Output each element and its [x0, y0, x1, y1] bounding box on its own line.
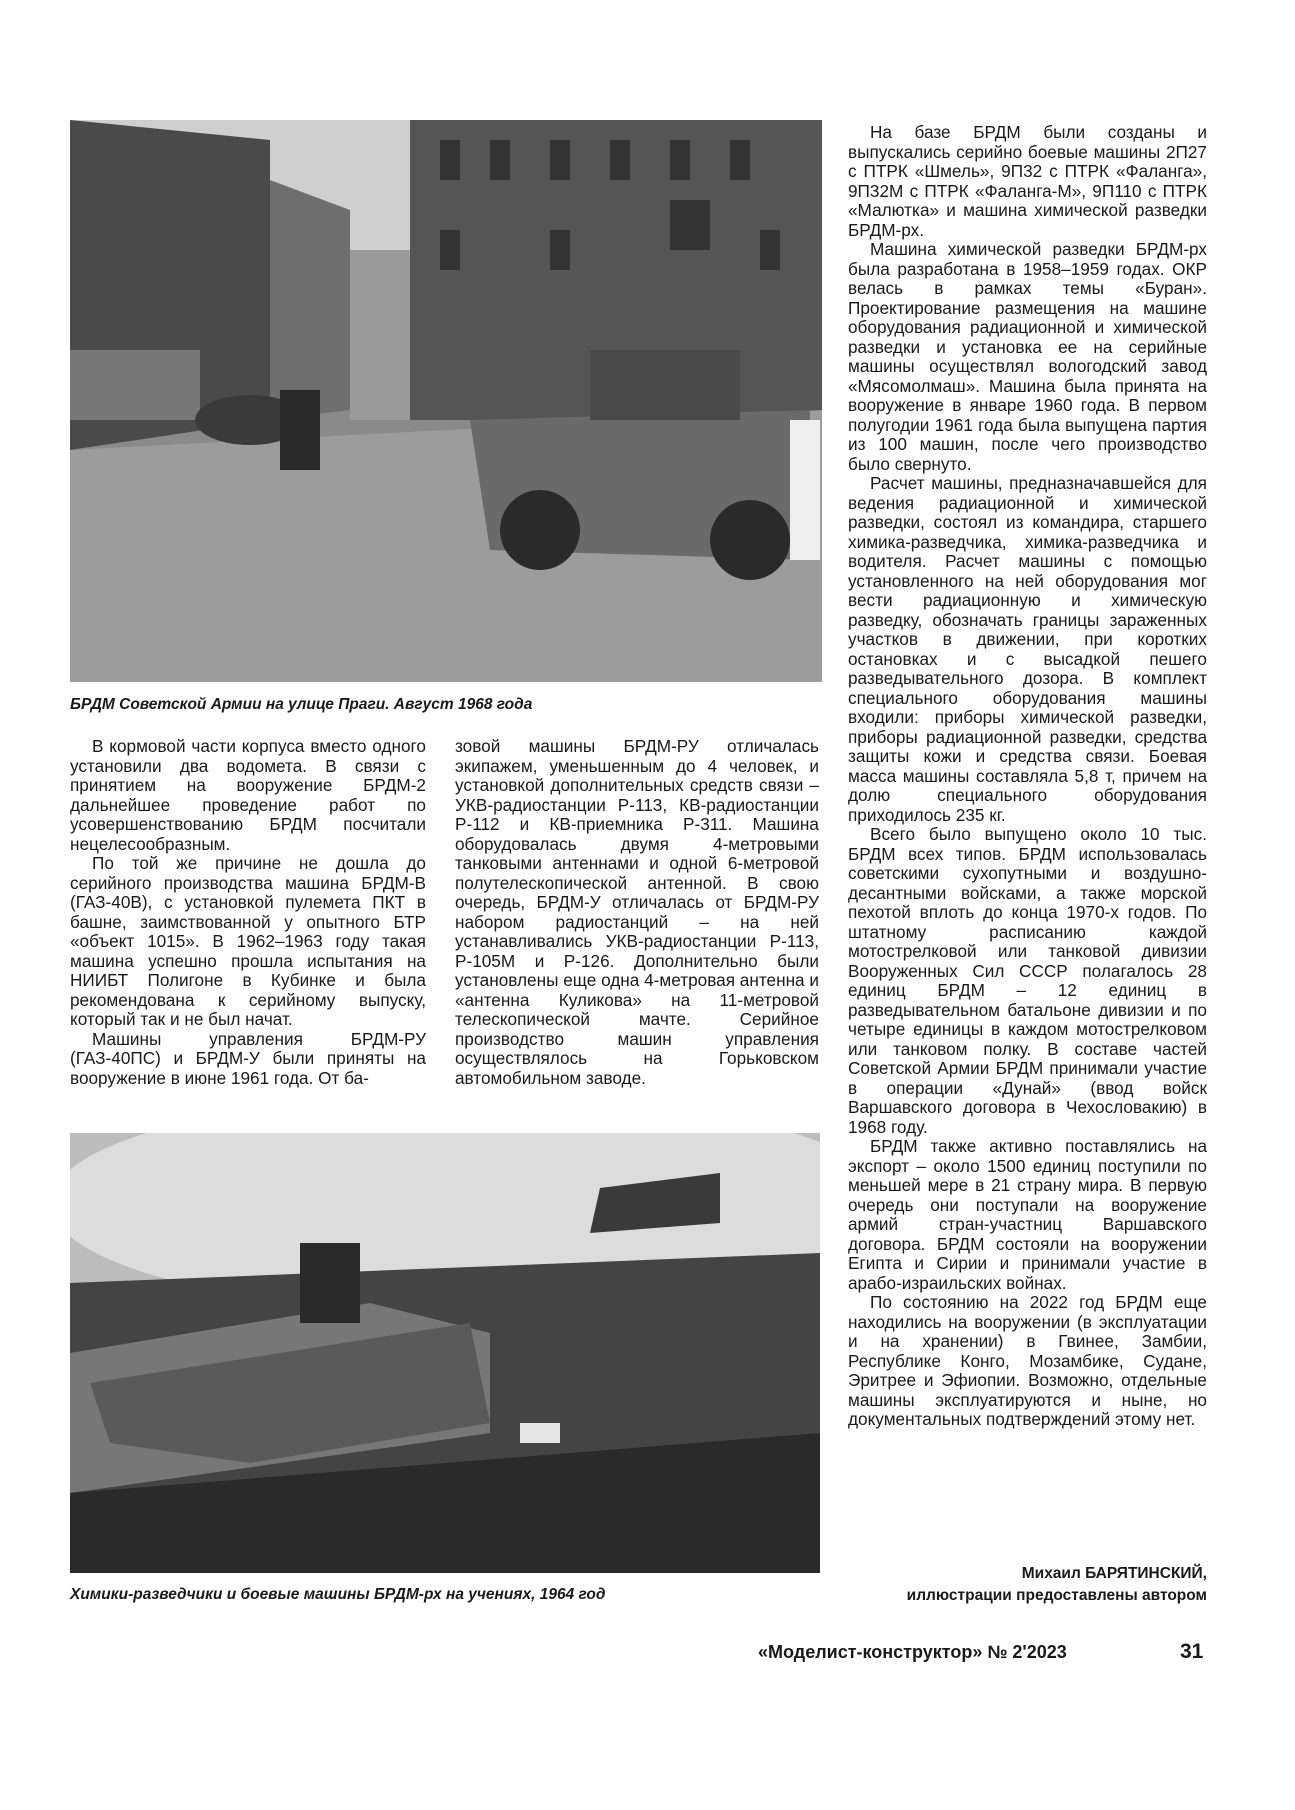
paragraph: На базе БРДМ были созданы и выпускались серийно боевые машины 2П27 с ПТРК «Шмель», 9П32 с ПТРК «Фаланга», 9П32М с ПТРК «Фаланга-М», 9П110 с ПТРК «Малютка» и машина химической разведки БРДМ-рх. — [848, 122, 1207, 240]
paragraph: БРДМ также активно поставлялись на экспорт – около 1500 единиц поступили по меньшей мере в 21 страну мира. В первую очередь они поступали на вооружение армий стран-участниц Варшавского договора. БРДМ состояли на вооружении Египта и Сирии и принимали участие в арабо-израильских войнах. — [848, 1136, 1207, 1293]
paragraph: Всего было выпущено около 10 тыс. БРДМ всех типов. БРДМ использовалась советскими сухопутными и воздушно-десантными войсками, а также морской пехотой вплоть до конца 1970-х годов. По штатному расписанию каждой мотострелковой или танковой дивизии Вооруженных Сил СССР полагалось 28 единиц БРДМ – 12 единиц в разведывательном батальоне дивизии и по четыре единицы в каждом мотострелковом или танковом полку. В составе частей Советской Армии БРДМ принимали участие в операции «Дунай» (ввод войск Варшавского договора в Чехословакию) в 1968 году. — [848, 824, 1207, 1137]
photo-prague-street — [70, 120, 822, 682]
paragraph: В кормовой части корпуса вместо одного установили два водомета. В связи с принятием на вооружение БРДМ-2 дальнейшее проведение работ по усовершенствованию БРДМ посчитали нецелесообразным. — [70, 736, 426, 854]
paragraph: По состоянию на 2022 год БРДМ еще находились на вооружении (в эксплуатации и на хранении) в Гвинее, Замбии, Республике Конго, Мозамбике, Судане, Эритрее и Эфиопии. Возможно, отдельные машины эксплуатируются и ныне, но документальных подтверждений этому нет. — [848, 1292, 1207, 1429]
photo-prague-street-image — [70, 120, 822, 682]
illustration-credit: иллюстрации предоставлены автором — [906, 1587, 1207, 1604]
text-column-left — [70, 737, 426, 1088]
photo-exercises — [70, 1133, 820, 1573]
magazine-footer: «Моделист-конструктор» № 2'2023 — [758, 1642, 1067, 1662]
figure-caption-1: БРДМ Советской Армии на улице Праги. Август 1968 года — [70, 696, 533, 713]
paragraph: зовой машины БРДМ-РУ отличалась экипажем, уменьшенным до 4 человек, и установкой дополнительных средств связи – УКВ-радиостанции Р-113, КВ-радиостанции Р-112 и КВ-приемника Р-311. Машина оборудовалась двумя 4-метровыми танковыми антеннами и одной 6-метровой полутелескопической антенной. В свою очередь, БРДМ-У отличалась от БРДМ-РУ набором радиостанций – на ней устанавливались УКВ-радиостанции Р-113, Р-105М и Р-126. Дополнительно были установлены еще одна 4-метровая антенна и «антенна Куликова» на 11-метровой телескопической мачте. Серийное производство машин управления осуществлялось на Горьковском автомобильном заводе. — [455, 736, 819, 1088]
paragraph: Машина химической разведки БРДМ-рх была разработана в 1958–1959 годах. ОКР велась в рамках темы «Буран». Проектирование размещения на машине оборудования радиационной и химической разведки и установка ее на серийные машины осуществлял вологодский завод «Мясомолмаш». Машина была принята на вооружение в январе 1960 года. В первом полугодии 1961 года была выпущена партия из 100 машин, после чего производство было свернуто. — [848, 239, 1207, 474]
paragraph: Расчет машины, предназначавшейся для ведения радиационной и химической разведки, состоял из командира, старшего химика-разведчика, химика-разведчика и водителя. Расчет машины с помощью установленного на ней оборудования мог вести радиационную и химическую разведку, обозначать границы зараженных участков в движении, при коротких остановках и с высадкой пешего разведывательного дозора. В комплект специального оборудования машины входили: приборы химической разведки, приборы радиационной разведки, средства защиты кожи и средства связи. Боевая масса машины составляла 5,8 т, причем на долю специального оборудования приходилось 235 кг. — [848, 473, 1207, 825]
photo-exercises-image — [70, 1133, 820, 1573]
author-name: Михаил БАРЯТИНСКИЙ, — [1021, 1565, 1207, 1582]
figure-caption-2: Химики-разведчики и боевые машины БРДМ-рх на учениях, 1964 год — [70, 1586, 606, 1603]
paragraph: По той же причине не дошла до серийного производства машина БРДМ-В (ГАЗ-40В), с установкой пулемета ПКТ в башне, заимствованной у опытного БТР «объект 1015». В 1962–1963 году такая машина успешно прошла испытания на НИИБТ Полигоне в Кубинке и была рекомендована к серийному выпуску, который так и не был начат. — [70, 853, 426, 1029]
page-number: 31 — [1180, 1640, 1204, 1663]
text-column-right — [848, 123, 1207, 1430]
author-signature — [848, 1563, 1207, 1607]
text-column-middle — [455, 737, 819, 1088]
paragraph: Машины управления БРДМ-РУ (ГАЗ-40ПС) и БРДМ-У были приняты на вооружение в июне 1961 года. От ба- — [70, 1028, 426, 1088]
